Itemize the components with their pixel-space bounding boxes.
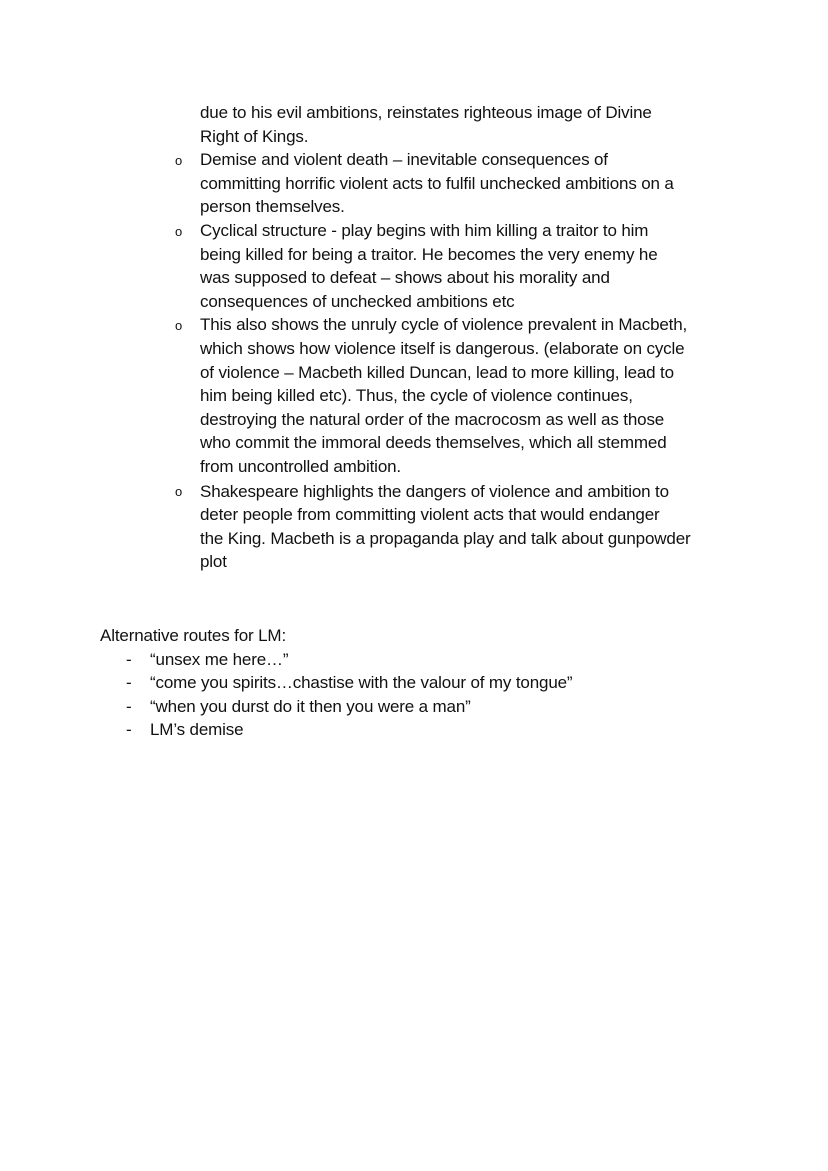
list-item: LM’s demise — [150, 720, 244, 740]
text-line: was supposed to defeat – shows about his morality and — [200, 268, 610, 288]
text-line: consequences of unchecked ambitions etc — [200, 291, 515, 311]
text-line: who commit the immoral deeds themselves, which all stemmed — [200, 433, 667, 453]
text-line: This also shows the unruly cycle of violence prevalent in Macbeth, — [200, 315, 688, 335]
text-line: committing horrific violent acts to fulfil unchecked ambitions on a — [200, 173, 674, 193]
list-item: “come you spirits…chastise with the valour of my tongue” — [150, 673, 573, 693]
text-line: plot — [200, 552, 227, 572]
dash-bullet-icon: - — [126, 720, 132, 740]
text-line: destroying the natural order of the macrocosm as well as those — [200, 409, 665, 429]
circle-bullet-icon: o — [175, 153, 183, 168]
text-line: Demise and violent death – inevitable consequences of — [200, 150, 608, 170]
dash-bullet-icon: - — [126, 696, 132, 716]
text-line: person themselves. — [200, 197, 345, 217]
text-line: of violence – Macbeth killed Duncan, lead to more killing, lead to — [200, 362, 674, 382]
dash-bullet-icon: - — [126, 649, 132, 669]
list-item: “when you durst do it then you were a man” — [150, 696, 471, 716]
list-item: “unsex me here…” — [150, 649, 289, 669]
text-line: which shows how violence itself is dangerous. (elaborate on cycle — [200, 339, 685, 358]
text-line: from uncontrolled ambition. — [200, 457, 401, 476]
circle-bullet-icon: o — [175, 484, 183, 499]
section-heading: Alternative routes for LM: — [100, 626, 287, 645]
circle-bullet-icon: o — [175, 224, 183, 239]
text-line: him being killed etc). Thus, the cycle of violence continues, — [200, 386, 633, 406]
dash-bullet-icon: - — [126, 673, 132, 693]
text-line: the King. Macbeth is a propaganda play and talk about gunpowder — [200, 528, 691, 548]
text-line: being killed for being a traitor. He becomes the very enemy he — [200, 244, 658, 264]
text-line: Cyclical structure - play begins with him killing a traitor to him — [200, 221, 649, 240]
text-line: deter people from committing violent acts that would endanger — [200, 505, 660, 525]
text-line: Right of Kings. — [200, 126, 309, 146]
text-line: Shakespeare highlights the dangers of violence and ambition to — [200, 481, 669, 501]
circle-bullet-icon: o — [175, 318, 183, 333]
text-line: due to his evil ambitions, reinstates righteous image of Divine — [200, 103, 652, 122]
